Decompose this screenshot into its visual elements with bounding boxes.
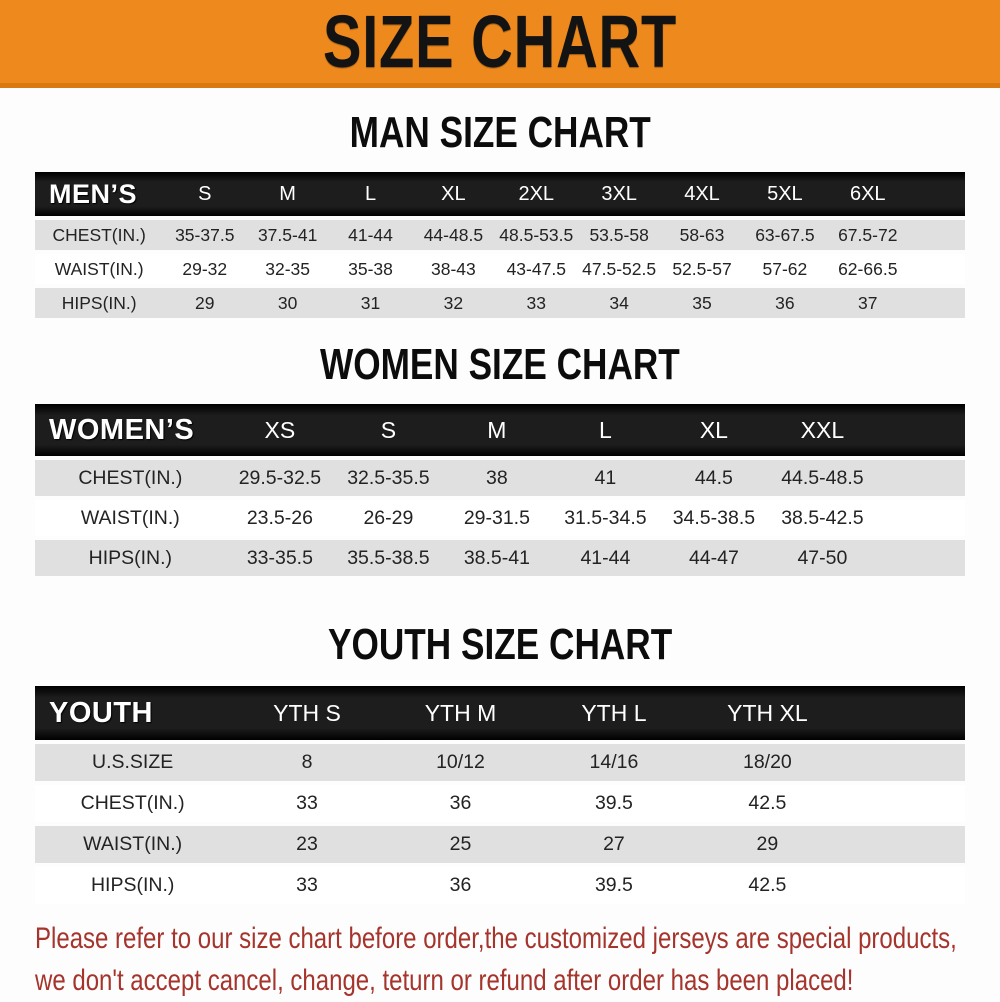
disclaimer-line-1: Please refer to our size chart before order,the customized jerseys are special products,	[35, 922, 957, 955]
size-value-cell: 8	[230, 744, 383, 781]
youth-size-table	[35, 682, 965, 908]
size-value-cell: 35-38	[329, 254, 412, 284]
size-value-cell: 32	[412, 288, 495, 318]
table-title-cell: WOMEN’S	[35, 404, 226, 456]
size-column-header: L	[551, 404, 660, 456]
table-header-row	[35, 172, 965, 216]
row-label-cell: CHEST(IN.)	[35, 220, 163, 250]
table-title-cell: YOUTH	[35, 686, 230, 740]
size-value-cell: 25	[384, 826, 537, 863]
size-column-header: XXL	[768, 404, 877, 456]
size-column-header: 3XL	[578, 172, 661, 216]
women-size-chart-heading	[0, 342, 1000, 388]
row-filler-cell	[844, 867, 965, 904]
size-value-cell: 29-32	[163, 254, 246, 284]
size-value-cell: 14/16	[537, 744, 690, 781]
man-size-chart-heading	[0, 110, 1000, 156]
row-label-cell: HIPS(IN.)	[35, 288, 163, 318]
size-value-cell: 42.5	[691, 785, 844, 822]
man-size-chart-heading-text: MAN SIZE CHART	[349, 108, 651, 157]
header-filler-cell	[877, 404, 965, 456]
size-column-header: M	[246, 172, 329, 216]
size-value-cell: 27	[537, 826, 690, 863]
men-size-table	[35, 168, 965, 322]
size-value-cell: 41	[551, 460, 660, 496]
women-size-chart-heading-text: WOMEN SIZE CHART	[320, 340, 680, 389]
size-value-cell: 29	[163, 288, 246, 318]
table-row	[35, 540, 965, 576]
header-filler-cell	[844, 686, 965, 740]
size-value-cell: 48.5-53.5	[495, 220, 578, 250]
table-row	[35, 744, 965, 781]
size-value-cell: 37.5-41	[246, 220, 329, 250]
size-column-header: YTH S	[230, 686, 383, 740]
size-value-cell: 33	[230, 785, 383, 822]
row-filler-cell	[909, 220, 965, 250]
size-value-cell: 33	[495, 288, 578, 318]
size-column-header: 2XL	[495, 172, 578, 216]
size-value-cell: 34.5-38.5	[660, 500, 769, 536]
size-value-cell: 38.5-42.5	[768, 500, 877, 536]
size-value-cell: 31.5-34.5	[551, 500, 660, 536]
size-value-cell: 42.5	[691, 867, 844, 904]
size-column-header: S	[334, 404, 443, 456]
size-value-cell: 44-47	[660, 540, 769, 576]
row-filler-cell	[844, 785, 965, 822]
women-size-table	[35, 400, 965, 580]
size-value-cell: 37	[826, 288, 909, 318]
size-column-header: 6XL	[826, 172, 909, 216]
size-value-cell: 31	[329, 288, 412, 318]
size-value-cell: 29.5-32.5	[226, 460, 335, 496]
size-value-cell: 39.5	[537, 867, 690, 904]
size-value-cell: 36	[384, 785, 537, 822]
size-value-cell: 38-43	[412, 254, 495, 284]
size-column-header: XL	[660, 404, 769, 456]
row-label-cell: U.S.SIZE	[35, 744, 230, 781]
size-column-header: XS	[226, 404, 335, 456]
table-row	[35, 254, 965, 284]
size-value-cell: 29	[691, 826, 844, 863]
row-filler-cell	[844, 826, 965, 863]
size-value-cell: 33-35.5	[226, 540, 335, 576]
size-value-cell: 67.5-72	[826, 220, 909, 250]
size-value-cell: 36	[743, 288, 826, 318]
row-filler-cell	[877, 460, 965, 496]
size-value-cell: 58-63	[661, 220, 744, 250]
size-value-cell: 26-29	[334, 500, 443, 536]
size-value-cell: 30	[246, 288, 329, 318]
size-value-cell: 63-67.5	[743, 220, 826, 250]
size-value-cell: 47.5-52.5	[578, 254, 661, 284]
table-row	[35, 460, 965, 496]
size-value-cell: 23.5-26	[226, 500, 335, 536]
size-value-cell: 18/20	[691, 744, 844, 781]
youth-size-chart-heading	[0, 622, 1000, 668]
row-filler-cell	[844, 744, 965, 781]
size-column-header: YTH L	[537, 686, 690, 740]
size-value-cell: 39.5	[537, 785, 690, 822]
size-value-cell: 32-35	[246, 254, 329, 284]
size-column-header: 4XL	[661, 172, 744, 216]
size-value-cell: 47-50	[768, 540, 877, 576]
size-column-header: YTH M	[384, 686, 537, 740]
size-value-cell: 23	[230, 826, 383, 863]
size-value-cell: 41-44	[329, 220, 412, 250]
size-column-header: L	[329, 172, 412, 216]
size-value-cell: 34	[578, 288, 661, 318]
size-value-cell: 38	[443, 460, 552, 496]
size-column-header: XL	[412, 172, 495, 216]
size-value-cell: 41-44	[551, 540, 660, 576]
table-header-row	[35, 404, 965, 456]
size-value-cell: 44.5	[660, 460, 769, 496]
size-chart-banner	[0, 0, 1000, 88]
size-value-cell: 35	[661, 288, 744, 318]
row-label-cell: CHEST(IN.)	[35, 785, 230, 822]
row-filler-cell	[877, 540, 965, 576]
row-label-cell: HIPS(IN.)	[35, 867, 230, 904]
size-value-cell: 62-66.5	[826, 254, 909, 284]
row-label-cell: CHEST(IN.)	[35, 460, 226, 496]
table-row	[35, 500, 965, 536]
table-header-row	[35, 686, 965, 740]
row-label-cell: HIPS(IN.)	[35, 540, 226, 576]
row-label-cell: WAIST(IN.)	[35, 826, 230, 863]
table-row	[35, 826, 965, 863]
table-row	[35, 288, 965, 318]
order-disclaimer	[35, 918, 965, 1002]
size-value-cell: 35-37.5	[163, 220, 246, 250]
table-title-cell: MEN’S	[35, 172, 163, 216]
size-value-cell: 10/12	[384, 744, 537, 781]
size-value-cell: 57-62	[743, 254, 826, 284]
header-filler-cell	[909, 172, 965, 216]
size-value-cell: 36	[384, 867, 537, 904]
table-row	[35, 785, 965, 822]
table-row	[35, 867, 965, 904]
size-value-cell: 43-47.5	[495, 254, 578, 284]
size-value-cell: 38.5-41	[443, 540, 552, 576]
size-value-cell: 35.5-38.5	[334, 540, 443, 576]
row-filler-cell	[909, 288, 965, 318]
size-column-header: 5XL	[743, 172, 826, 216]
size-value-cell: 44-48.5	[412, 220, 495, 250]
size-column-header: YTH XL	[691, 686, 844, 740]
banner-title: SIZE CHART	[322, 0, 678, 83]
size-value-cell: 44.5-48.5	[768, 460, 877, 496]
disclaimer-line-2: we don't accept cancel, change, teturn or refund after order has been placed!	[35, 964, 854, 997]
table-row	[35, 220, 965, 250]
size-value-cell: 53.5-58	[578, 220, 661, 250]
size-value-cell: 29-31.5	[443, 500, 552, 536]
row-filler-cell	[877, 500, 965, 536]
row-label-cell: WAIST(IN.)	[35, 500, 226, 536]
size-column-header: M	[443, 404, 552, 456]
youth-size-chart-heading-text: YOUTH SIZE CHART	[327, 620, 673, 669]
row-label-cell: WAIST(IN.)	[35, 254, 163, 284]
size-value-cell: 32.5-35.5	[334, 460, 443, 496]
size-value-cell: 52.5-57	[661, 254, 744, 284]
size-column-header: S	[163, 172, 246, 216]
row-filler-cell	[909, 254, 965, 284]
size-value-cell: 33	[230, 867, 383, 904]
